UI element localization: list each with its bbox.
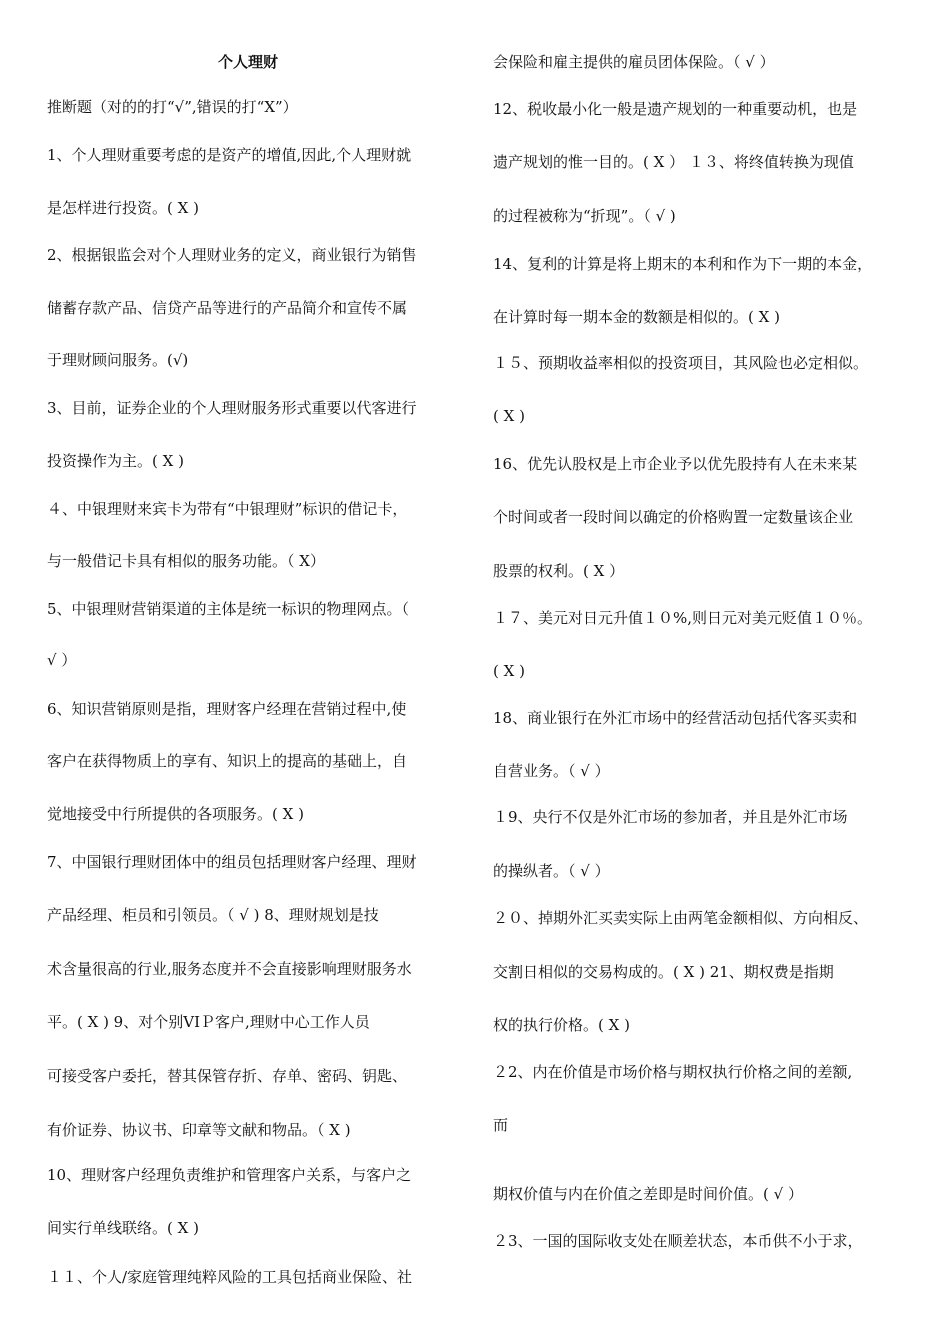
- text-line: 推断题（对的的打“√”,错误的打“X”）: [47, 98, 298, 116]
- text-line: ( X ): [493, 407, 525, 425]
- text-line: １７、美元对日元升值１０%,则日元对美元贬值１０％。: [493, 609, 873, 627]
- text-line: 觉地接受中行所提供的各项服务。( X ): [47, 805, 304, 823]
- text-line: 遗产规划的惟一目的。( X ） １３、将终值转换为现值: [493, 153, 854, 171]
- text-line: 期权价值与内在价值之差即是时间价值。( √ ）: [493, 1185, 803, 1203]
- text-line: 术含量很高的行业,服务态度并不会直接影响理财服务水: [47, 960, 412, 978]
- text-line: ( X ): [493, 662, 525, 680]
- text-line: 股票的权利。( X ）: [493, 562, 625, 580]
- page-title: 个人理财: [218, 53, 279, 71]
- text-line: ２０、掉期外汇买卖实际上由两笔金额相似、方向相反、: [493, 909, 869, 927]
- text-line: 权的执行价格。( X ): [493, 1016, 630, 1034]
- text-line: ２3、一国的国际收支处在顺差状态，本币供不小于求，: [493, 1232, 863, 1250]
- text-line: 的操纵者。（ √ ）: [493, 862, 610, 880]
- text-line: 间实行单线联络。( X ): [47, 1219, 199, 1237]
- text-line: 6、知识营销原则是指，理财客户经理在营销过程中,使: [47, 700, 407, 718]
- text-line: 客户在获得物质上的享有、知识上的提高的基础上，自: [47, 752, 408, 770]
- text-line: １５、预期收益率相似的投资项目，其风险也必定相似。: [493, 354, 869, 372]
- text-line: 自营业务。（ √ ）: [493, 762, 610, 780]
- text-line: 于理财顾问服务。(√): [47, 351, 189, 369]
- text-line: 平。( X ) 9、对个别VIＰ客户,理财中心工作人员: [47, 1013, 370, 1031]
- text-line: １9、央行不仅是外汇市场的参加者，并且是外汇市场: [493, 808, 848, 826]
- text-line: 1、个人理财重要考虑的是资产的增值,因此,个人理财就: [47, 146, 412, 164]
- text-line: 在计算时每一期本金的数额是相似的。( X ): [493, 308, 780, 326]
- text-line: ４、中银理财来宾卡为带有“中银理财”标识的借记卡，: [47, 500, 408, 518]
- text-line: 储蓄存款产品、信贷产品等进行的产品简介和宣传不属: [47, 299, 408, 317]
- text-line: 14、复利的计算是将上期末的本利和作为下一期的本金，: [493, 255, 873, 273]
- text-line: 18、商业银行在外汇市场中的经营活动包括代客买卖和: [493, 709, 858, 727]
- text-line: 个时间或者一段时间以确定的价格购置一定数量该企业: [493, 508, 854, 526]
- text-line: 2、根据银监会对个人理财业务的定义，商业银行为销售: [47, 246, 417, 264]
- text-line: 是怎样进行投资。( X ): [47, 199, 199, 217]
- text-line: 5、中银理财营销渠道的主体是统一标识的物理网点。（: [47, 600, 410, 618]
- text-line: 7、中国银行理财团体中的组员包括理财客户经理、理财: [47, 853, 417, 871]
- text-line: 10、理财客户经理负责维护和管理客户关系，与客户之: [47, 1166, 412, 1184]
- text-line: 而: [493, 1116, 509, 1134]
- text-line: ２2、内在价值是市场价格与期权执行价格之间的差额,: [493, 1063, 853, 1081]
- text-line: 产品经理、柜员和引领员。（ √ ) 8、理财规划是技: [47, 906, 379, 924]
- text-line: 的过程被称为“折现”。（ √ ): [493, 207, 676, 225]
- text-line: １１、个人/家庭管理纯粹风险的工具包括商业保险、社: [47, 1268, 413, 1286]
- text-line: 与一般借记卡具有相似的服务功能。（ X）: [47, 552, 325, 570]
- text-line: 投资操作为主。( X ): [47, 452, 184, 470]
- text-line: 可接受客户委托，替其保管存折、存单、密码、钥匙、: [47, 1067, 408, 1085]
- text-line: √ ）: [47, 651, 77, 669]
- text-line: 会保险和雇主提供的雇员团体保险。（ √ ）: [493, 53, 775, 71]
- text-line: 12、税收最小化一般是遗产规划的一种重要动机，也是: [493, 100, 858, 118]
- text-line: 交割日相似的交易构成的。( X ) 21、期权费是指期: [493, 963, 834, 981]
- text-line: 16、优先认股权是上市企业予以优先股持有人在未来某: [493, 455, 858, 473]
- text-line: 有价证券、协议书、印章等文献和物品。（ X ): [47, 1121, 351, 1139]
- text-line: 3、目前，证券企业的个人理财服务形式重要以代客进行: [47, 399, 417, 417]
